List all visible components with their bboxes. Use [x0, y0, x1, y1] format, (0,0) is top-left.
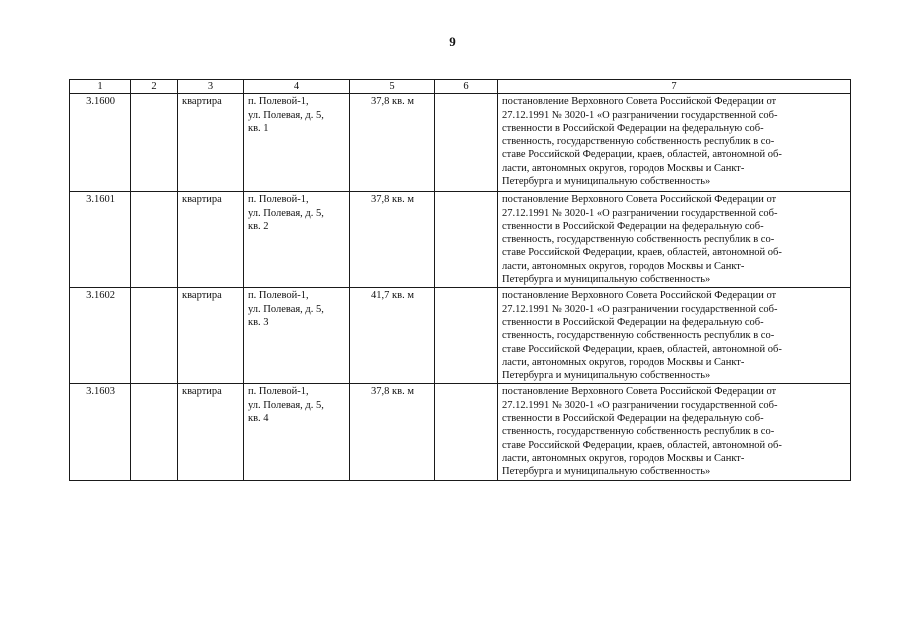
basis-line: ласти, автономных округов, городов Москвы и Санкт-: [502, 356, 745, 368]
address-line: ул. Полевая, д. 5,: [248, 109, 324, 121]
address-line: ул. Полевая, д. 5,: [248, 303, 324, 315]
table-row: [70, 384, 851, 480]
basis-line: постановление Верховного Совета Российской Федерации от: [502, 194, 777, 206]
empty-cell: [131, 384, 178, 480]
basis-line: ственности в Российской Федерации на федеральную соб-: [502, 316, 764, 328]
address-line: п. Полевой-1,: [248, 386, 309, 398]
basis-line: постановление Верховного Совета Российской Федерации от: [502, 96, 777, 108]
area-cell: 37,8 кв. м: [350, 192, 435, 288]
address-cell: [244, 192, 350, 288]
legal-basis-cell: [498, 94, 851, 192]
basis-line: 27.12.1991 № 3020-1 «О разграничении государственной соб-: [502, 207, 778, 219]
registry-number-cell: 3.1601: [70, 192, 131, 288]
address-cell: [244, 288, 350, 384]
basis-line: ставе Российской Федерации, краев, областей, автономной об-: [502, 149, 782, 161]
property-registry-table: [69, 79, 851, 481]
column-header-7: 7: [498, 80, 851, 94]
column-header-1: 1: [70, 80, 131, 94]
basis-line: ственности в Российской Федерации на федеральную соб-: [502, 413, 764, 425]
empty-cell: [131, 94, 178, 192]
table-row: [70, 288, 851, 384]
address-line: кв. 4: [248, 413, 269, 425]
page-number: 9: [449, 34, 456, 49]
basis-line: Петербурга и муниципальную собственность»: [502, 176, 711, 188]
area-cell: 41,7 кв. м: [350, 288, 435, 384]
empty-cell: [435, 192, 498, 288]
empty-cell: [435, 94, 498, 192]
address-line: кв. 3: [248, 316, 269, 328]
area-cell: 37,8 кв. м: [350, 94, 435, 192]
registry-number-cell: 3.1600: [70, 94, 131, 192]
table-row: [70, 192, 851, 288]
address-line: п. Полевой-1,: [248, 96, 309, 108]
legal-basis-cell: [498, 192, 851, 288]
basis-line: Петербурга и муниципальную собственность»: [502, 274, 711, 286]
basis-line: ственность, государственную собственность республик в со-: [502, 426, 775, 438]
basis-line: ственность, государственную собственность республик в со-: [502, 234, 775, 246]
basis-line: 27.12.1991 № 3020-1 «О разграничении государственной соб-: [502, 109, 778, 121]
table-row: [70, 94, 851, 192]
basis-line: ставе Российской Федерации, краев, областей, автономной об-: [502, 247, 782, 259]
object-type-cell: квартира: [178, 192, 244, 288]
object-type-cell: квартира: [178, 288, 244, 384]
address-cell: [244, 94, 350, 192]
column-header-3: 3: [178, 80, 244, 94]
address-line: ул. Полевая, д. 5,: [248, 207, 324, 219]
basis-line: постановление Верховного Совета Российской Федерации от: [502, 386, 777, 398]
basis-line: ственности в Российской Федерации на федеральную соб-: [502, 220, 764, 232]
legal-basis-cell: [498, 384, 851, 480]
empty-cell: [435, 384, 498, 480]
basis-line: ственность, государственную собственность республик в со-: [502, 136, 775, 148]
basis-line: Петербурга и муниципальную собственность»: [502, 466, 711, 478]
address-line: п. Полевой-1,: [248, 290, 309, 302]
registry-number-cell: 3.1602: [70, 288, 131, 384]
basis-line: ласти, автономных округов, городов Москвы и Санкт-: [502, 260, 745, 272]
basis-line: постановление Верховного Совета Российской Федерации от: [502, 290, 777, 302]
address-line: ул. Полевая, д. 5,: [248, 399, 324, 411]
address-line: п. Полевой-1,: [248, 194, 309, 206]
basis-line: 27.12.1991 № 3020-1 «О разграничении государственной соб-: [502, 303, 778, 315]
column-header-5: 5: [350, 80, 435, 94]
basis-line: Петербурга и муниципальную собственность»: [502, 370, 711, 382]
empty-cell: [131, 288, 178, 384]
empty-cell: [131, 192, 178, 288]
column-header-2: 2: [131, 80, 178, 94]
basis-line: ставе Российской Федерации, краев, областей, автономной об-: [502, 343, 782, 355]
legal-basis-cell: [498, 288, 851, 384]
address-cell: [244, 384, 350, 480]
area-cell: 37,8 кв. м: [350, 384, 435, 480]
basis-line: ласти, автономных округов, городов Москвы и Санкт-: [502, 452, 745, 464]
address-line: кв. 1: [248, 122, 269, 134]
column-number-header-row: [70, 80, 851, 94]
column-header-4: 4: [244, 80, 350, 94]
basis-line: 27.12.1991 № 3020-1 «О разграничении государственной соб-: [502, 399, 778, 411]
basis-line: ласти, автономных округов, городов Москвы и Санкт-: [502, 162, 745, 174]
object-type-cell: квартира: [178, 384, 244, 480]
column-header-6: 6: [435, 80, 498, 94]
basis-line: ставе Российской Федерации, краев, областей, автономной об-: [502, 439, 782, 451]
basis-line: ственность, государственную собственность республик в со-: [502, 330, 775, 342]
object-type-cell: квартира: [178, 94, 244, 192]
empty-cell: [435, 288, 498, 384]
registry-number-cell: 3.1603: [70, 384, 131, 480]
basis-line: ственности в Российской Федерации на федеральную соб-: [502, 122, 764, 134]
address-line: кв. 2: [248, 220, 269, 232]
